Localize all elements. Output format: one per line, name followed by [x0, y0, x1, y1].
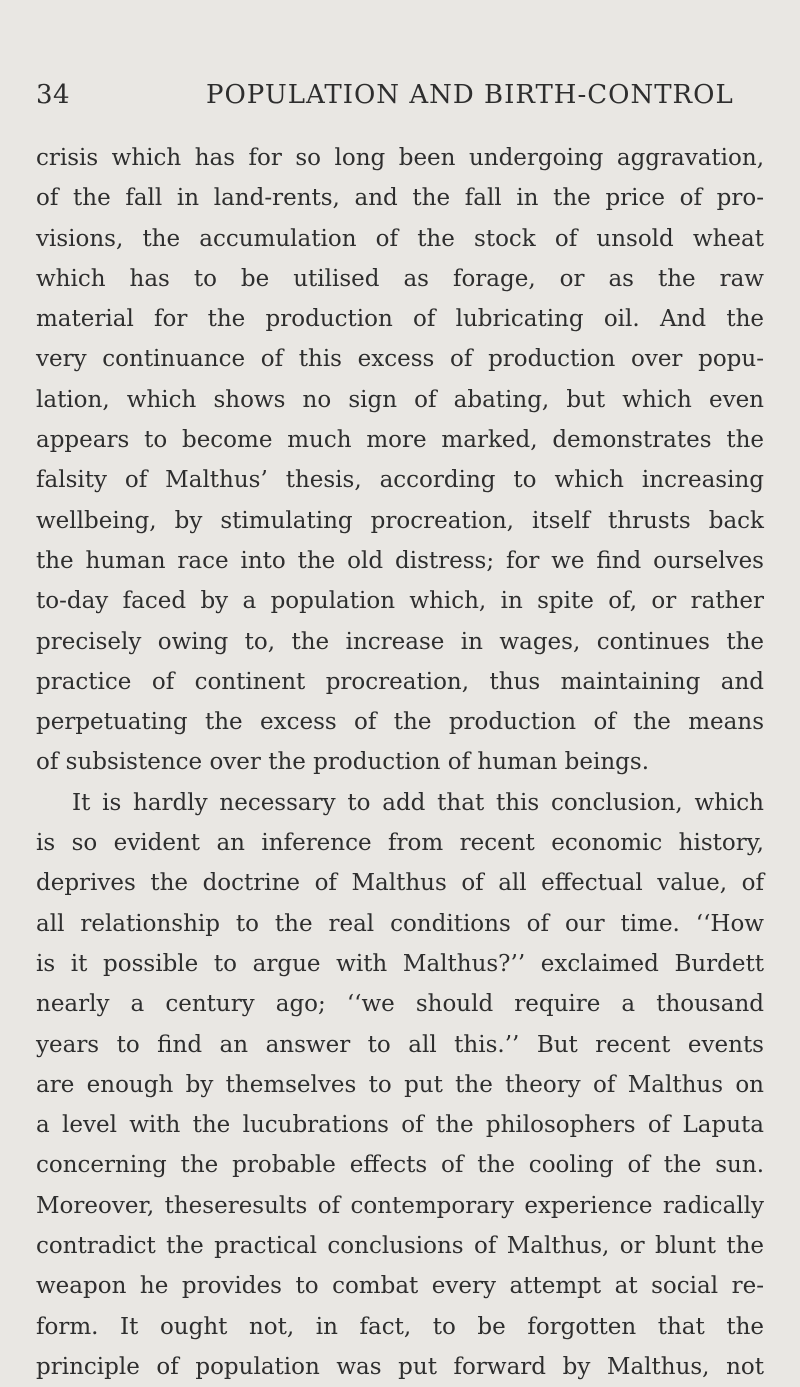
text-line: lation, which shows no sign of abating, but which even	[36, 386, 764, 413]
text-line: a level with the lucubrations of the philosophers of Laputa	[36, 1112, 764, 1139]
text-line: weapon he provides to combat every attempt at social re-	[36, 1273, 764, 1300]
text-line: form. It ought not, in fact, to be forgotten that the	[36, 1313, 764, 1340]
text-line: wellbeing, by stimulating procreation, itself thrusts back	[36, 507, 764, 534]
text-line: falsity of Malthus’ thesis, according to which increasing	[36, 467, 764, 494]
text-line: perpetuating the excess of the production of the means	[36, 709, 764, 736]
text-line: are enough by themselves to put the theory of Malthus on	[36, 1071, 764, 1098]
text-line: very continuance of this excess of production over popu-	[36, 346, 764, 373]
page-header	[36, 80, 764, 116]
text-line: It is hardly necessary to add that this conclusion, which	[72, 789, 764, 816]
text-line: to-day faced by a population which, in spite of, or rather	[36, 588, 764, 615]
text-line: visions, the accumulation of the stock of unsold wheat	[36, 225, 764, 252]
text-line: principle of population was put forward by Malthus, not	[36, 1353, 764, 1380]
text-line: the human race into the old distress; for we find ourselves	[36, 547, 764, 574]
text-line: of subsistence over the production of human beings.	[36, 749, 650, 776]
running-head: POPULATION AND BIRTH-CONTROL	[206, 80, 734, 110]
text-line: nearly a century ago; ‘‘we should require a thousand	[36, 991, 764, 1018]
body-text	[36, 138, 764, 1387]
text-line: appears to become much more marked, demonstrates the	[36, 427, 764, 454]
text-line: is it possible to argue with Malthus?’’ exclaimed Burdett	[36, 950, 764, 977]
text-line: years to find an answer to all this.’’ But recent events	[36, 1031, 764, 1058]
page-number: 34	[36, 80, 71, 110]
text-line: all relationship to the real conditions of our time. ‘‘How	[36, 910, 764, 937]
text-line: precisely owing to, the increase in wages, continues the	[36, 628, 764, 655]
text-line: material for the production of lubricating oil. And the	[36, 306, 764, 333]
text-line: deprives the doctrine of Malthus of all effectual value, of	[36, 870, 764, 897]
text-line: crisis which has for so long been undergoing aggravation,	[36, 145, 764, 171]
text-line: Moreover, theseresults of contemporary experience radically	[36, 1192, 764, 1219]
text-line: practice of continent procreation, thus maintaining and	[36, 668, 764, 695]
text-line: of the fall in land-rents, and the fall in the price of pro-	[36, 185, 764, 212]
text-line: is so evident an inference from recent economic history,	[36, 830, 764, 857]
text-line: which has to be utilised as forage, or as the raw	[36, 265, 764, 292]
text-line: concerning the probable effects of the cooling of the sun.	[36, 1152, 764, 1179]
text-line: contradict the practical conclusions of Malthus, or blunt the	[36, 1233, 764, 1260]
